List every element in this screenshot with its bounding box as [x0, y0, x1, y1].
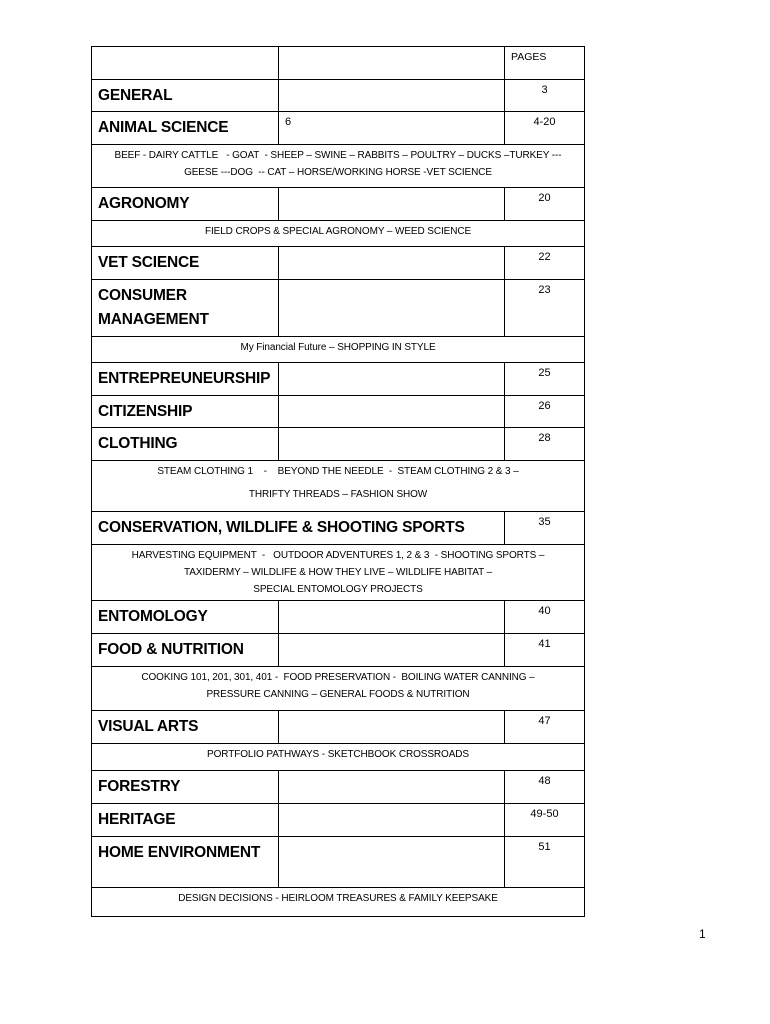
subtopic-line: SPECIAL ENTOMOLOGY PROJECTS [253, 584, 423, 595]
subtopics-cell [92, 667, 585, 711]
toc-entry-row [92, 112, 585, 145]
middle-cell [279, 247, 505, 280]
toc-subtopics-row [92, 221, 585, 247]
page-ref: 20 [505, 188, 585, 221]
toc-entry-row [92, 188, 585, 221]
page-number: 1 [699, 927, 706, 941]
toc-entry-row [92, 512, 585, 545]
middle-cell [279, 837, 505, 888]
page-ref: 22 [505, 247, 585, 280]
toc-subtopics-row [92, 145, 585, 188]
section-title: HOME ENVIRONMENT [92, 837, 279, 888]
section-title: ANIMAL SCIENCE [92, 112, 279, 145]
pages-header: PAGES [505, 47, 585, 80]
toc-subtopics-row [92, 888, 585, 917]
toc-entry-row [92, 363, 585, 396]
section-title: CITIZENSHIP [92, 396, 279, 428]
subtopic-line: BEEF - DAIRY CATTLE - GOAT - SHEEP – SWINE – RABBITS – POULTRY – DUCKS –TURKEY --- [114, 150, 562, 161]
subtopic-line: HARVESTING EQUIPMENT - OUTDOOR ADVENTURES 1, 2 & 3 - SHOOTING SPORTS – [131, 550, 545, 561]
toc-entry-row [92, 80, 585, 112]
subtopic-line: GEESE ---DOG -- CAT – HORSE/WORKING HORSE -VET SCIENCE [184, 167, 492, 178]
middle-cell [279, 711, 505, 744]
subtopics-cell [92, 888, 585, 917]
middle-cell [279, 804, 505, 837]
page-ref: 35 [505, 512, 585, 545]
toc-subtopics-row [92, 545, 585, 601]
page-ref: 49-50 [505, 804, 585, 837]
toc-subtopics-row [92, 667, 585, 711]
page-ref: 28 [505, 428, 585, 461]
header-row [92, 47, 585, 80]
section-title: CONSUMER MANAGEMENT [92, 280, 279, 337]
middle-cell [279, 771, 505, 804]
middle-cell [279, 634, 505, 667]
subtopic-line: PORTFOLIO PATHWAYS - SKETCHBOOK CROSSROADS [207, 749, 469, 760]
subtopics-cell [92, 337, 585, 363]
toc-entry-row [92, 396, 585, 428]
toc-entry-row [92, 428, 585, 461]
toc-entry-row [92, 280, 585, 337]
page-ref: 47 [505, 711, 585, 744]
section-title: ENTREPREUNEURSHIP [92, 363, 279, 396]
section-title: VISUAL ARTS [92, 711, 279, 744]
page-ref: 48 [505, 771, 585, 804]
section-title: AGRONOMY [92, 188, 279, 221]
subtopic-line: THRIFTY THREADS – FASHION SHOW [248, 489, 428, 500]
middle-cell [279, 363, 505, 396]
section-title: FORESTRY [92, 771, 279, 804]
middle-cell [279, 601, 505, 634]
section-title: CLOTHING [92, 428, 279, 461]
subtopic-line: My Financial Future – SHOPPING IN STYLE [240, 342, 436, 353]
subtopics-cell [92, 221, 585, 247]
subtopics-cell [92, 744, 585, 771]
subtopic-line: DESIGN DECISIONS - HEIRLOOM TREASURES & FAMILY KEEPSAKE [178, 893, 498, 904]
middle-cell [279, 396, 505, 428]
section-title: ENTOMOLOGY [92, 601, 279, 634]
header-empty-cell [92, 47, 279, 80]
page-ref: 25 [505, 363, 585, 396]
toc-subtopics-row [92, 744, 585, 771]
section-title: HERITAGE [92, 804, 279, 837]
page-ref: 3 [505, 80, 585, 112]
toc-entry-row [92, 837, 585, 888]
page-ref: 41 [505, 634, 585, 667]
section-title: FOOD & NUTRITION [92, 634, 279, 667]
toc-entry-row [92, 247, 585, 280]
subtopics-cell [92, 461, 585, 512]
middle-cell [279, 428, 505, 461]
subtopics-cell [92, 545, 585, 601]
subtopic-line: PRESSURE CANNING – GENERAL FOODS & NUTRITION [206, 689, 470, 700]
subtopic-line: COOKING 101, 201, 301, 401 - FOOD PRESERVATION - BOILING WATER CANNING – [141, 672, 535, 683]
subtopic-line: FIELD CROPS & SPECIAL AGRONOMY – WEED SCIENCE [204, 226, 472, 237]
toc-body [92, 47, 585, 917]
toc-entry-row [92, 771, 585, 804]
middle-cell [279, 280, 505, 337]
toc-entry-row [92, 601, 585, 634]
section-title: VET SCIENCE [92, 247, 279, 280]
subtopic-line: STEAM CLOTHING 1 - BEYOND THE NEEDLE - STEAM CLOTHING 2 & 3 – [157, 466, 519, 477]
toc-subtopics-row [92, 337, 585, 363]
table-of-contents [91, 46, 585, 917]
toc-entry-row [92, 804, 585, 837]
page-ref: 51 [505, 837, 585, 888]
middle-cell [279, 80, 505, 112]
toc-entry-row [92, 711, 585, 744]
page-ref: 4-20 [505, 112, 585, 145]
middle-cell: 6 [279, 112, 505, 145]
section-title: GENERAL [92, 80, 279, 112]
page-ref: 40 [505, 601, 585, 634]
toc-entry-row [92, 634, 585, 667]
header-empty-cell [279, 47, 505, 80]
middle-cell [279, 188, 505, 221]
toc-subtopics-row [92, 461, 585, 512]
page-ref: 26 [505, 396, 585, 428]
subtopic-line: TAXIDERMY – WILDLIFE & HOW THEY LIVE – WILDLIFE HABITAT – [183, 567, 493, 578]
page-ref: 23 [505, 280, 585, 337]
section-title: CONSERVATION, WILDLIFE & SHOOTING SPORTS [92, 512, 505, 545]
subtopics-cell [92, 145, 585, 188]
